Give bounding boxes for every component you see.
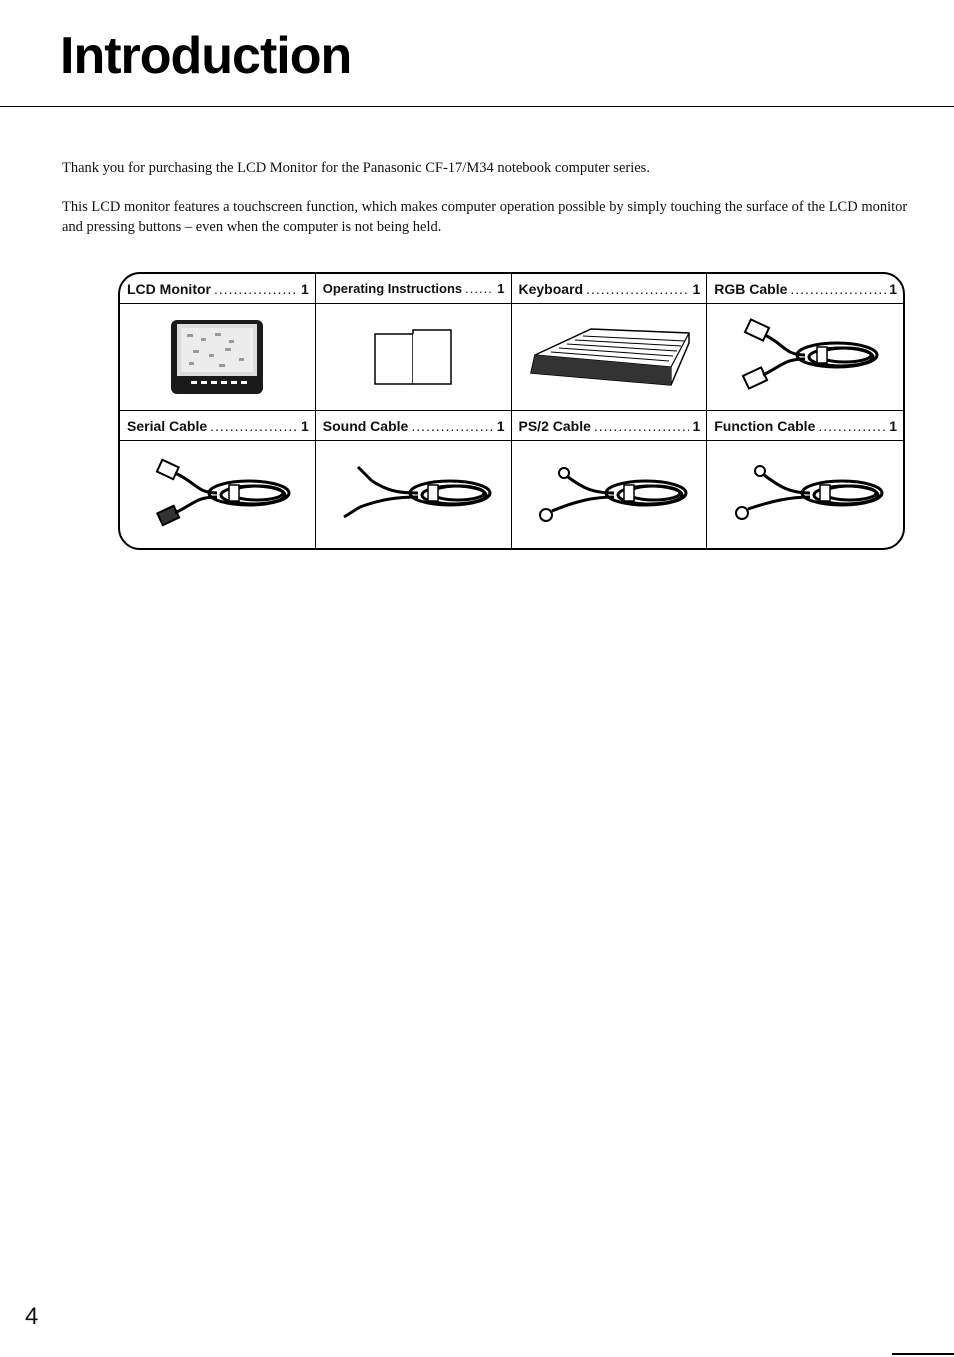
accessory-picture-sound-cable: [316, 441, 512, 548]
accessory-picture-ps2-cable: [512, 441, 708, 548]
accessory-label-lcd-monitor: LCD Monitor ..... 1: [120, 274, 316, 304]
intro-paragraph-2: This LCD monitor features a touchscreen function, which makes computer operation possible by simply touching the surface of the LCD monitor and pressing buttons – even when the computer is not being held.: [62, 199, 908, 235]
title-divider: [0, 106, 954, 107]
accessory-label-operating-instructions: Operating Instructions ..... 1: [316, 274, 512, 304]
intro-paragraph-1: Thank you for purchasing the LCD Monitor for the Panasonic CF-17/M34 notebook computer series.: [62, 160, 650, 176]
accessory-label-ps2-cable: PS/2 Cable ..... 1: [512, 411, 708, 441]
accessory-picture-serial-cable: [120, 441, 316, 548]
lcd-monitor-icon: [169, 318, 265, 396]
accessory-label-keyboard: Keyboard ..... 1: [512, 274, 708, 304]
accessories-table: [118, 272, 905, 550]
rgb-cable-icon: [725, 315, 885, 399]
keyboard-icon: [521, 325, 697, 389]
serial-cable-icon: [137, 453, 297, 537]
footer-rule: [892, 1353, 954, 1355]
accessory-label-serial-cable: Serial Cable ..... 1: [120, 411, 316, 441]
page-title: Introduction: [60, 27, 352, 85]
accessory-picture-operating-instructions: [316, 304, 512, 411]
accessory-label-function-cable: Function Cable ..... 1: [707, 411, 903, 441]
accessory-label-rgb-cable: RGB Cable ..... 1: [707, 274, 903, 304]
book-icon: [373, 328, 453, 386]
page-number: 4: [25, 1303, 39, 1330]
function-cable-icon: [720, 453, 890, 537]
accessory-picture-keyboard: [512, 304, 708, 411]
accessory-label-sound-cable: Sound Cable ..... 1: [316, 411, 512, 441]
ps2-cable-icon: [524, 453, 694, 537]
sound-cable-icon: [328, 453, 498, 537]
accessory-picture-rgb-cable: [707, 304, 903, 411]
accessory-picture-function-cable: [707, 441, 903, 548]
accessory-picture-lcd-monitor: [120, 304, 316, 411]
